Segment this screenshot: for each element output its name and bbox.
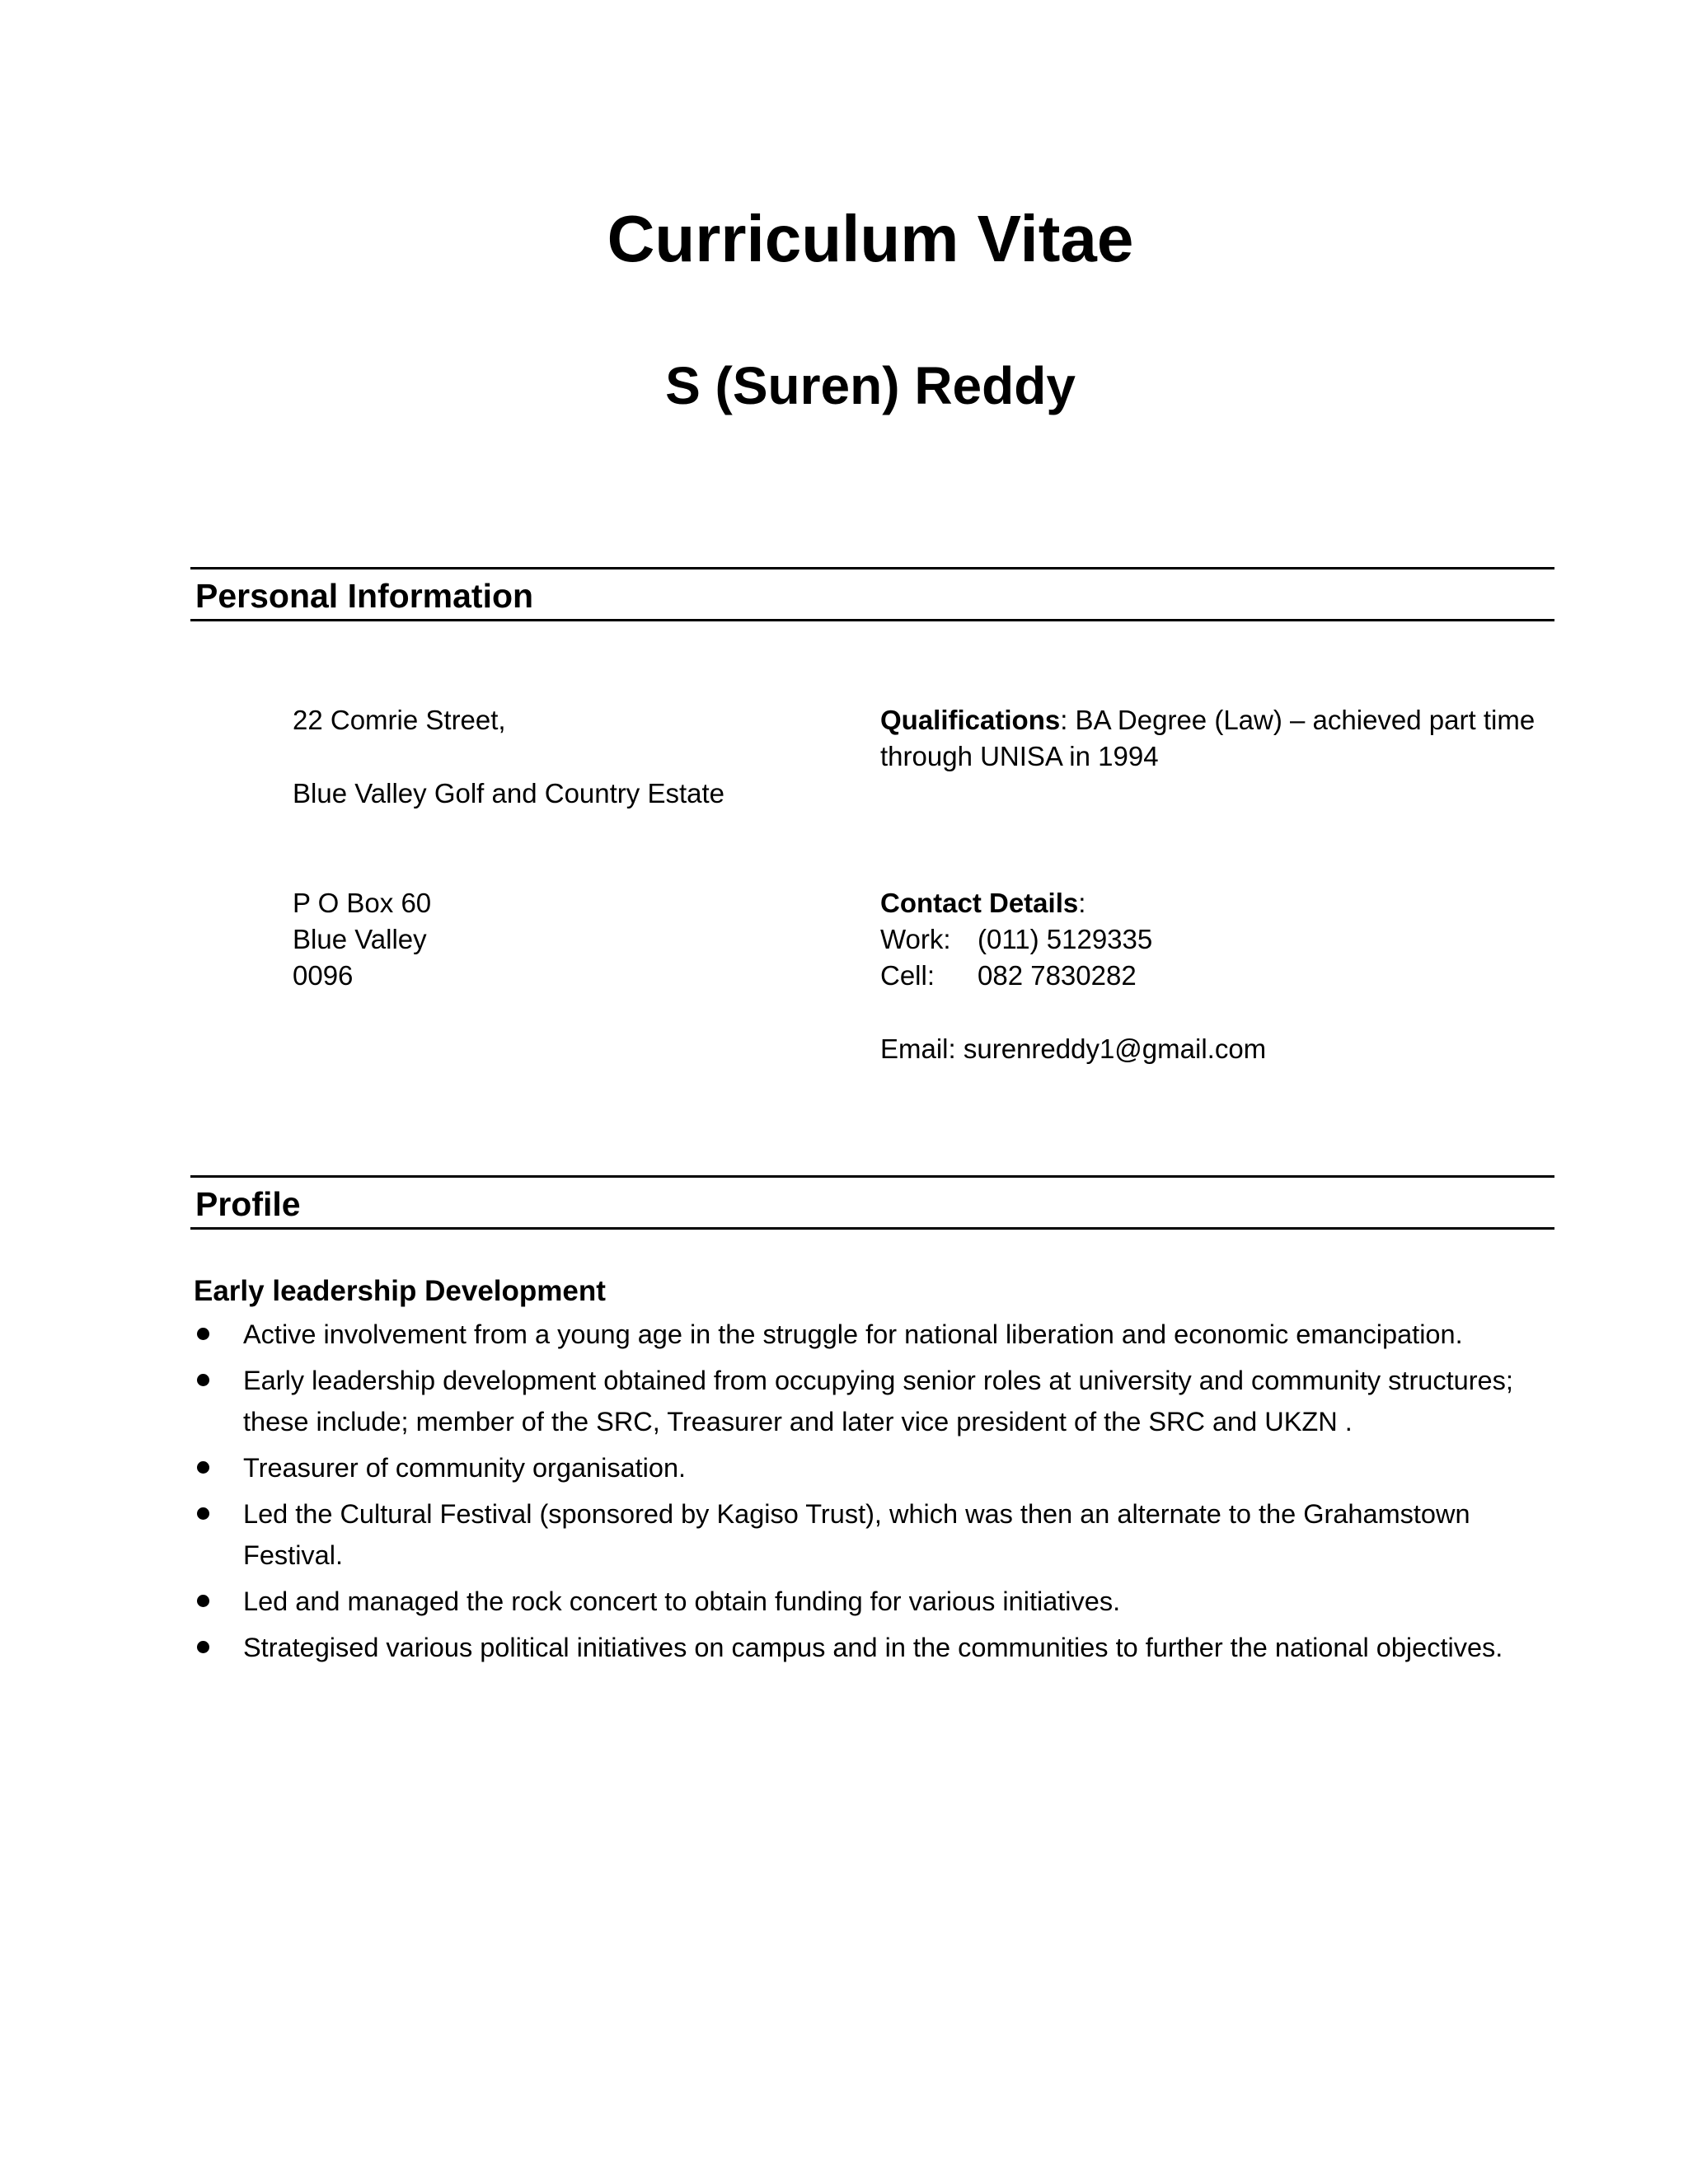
qualifications-label: Qualifications xyxy=(880,705,1061,735)
qualifications-line-1 xyxy=(880,702,1535,738)
early-leadership-subheading: Early leadership Development xyxy=(194,1275,606,1307)
bullet-icon xyxy=(197,1374,209,1386)
address-street: 22 Comrie Street, xyxy=(293,705,506,735)
bullet-icon xyxy=(197,1507,209,1520)
bullet-text: Treasurer of community organisation. xyxy=(243,1453,687,1483)
address-estate: Blue Valley Golf and Country Estate xyxy=(293,778,725,808)
profile-heading: Profile xyxy=(195,1185,301,1223)
personal-information-heading: Personal Information xyxy=(195,577,534,615)
cell-phone: 082 7830282 xyxy=(978,960,1137,991)
bullet-icon xyxy=(197,1461,209,1474)
bullet-text: Early leadership development obtained from occupying senior roles at university and community structures; these include; member of the SRC, Treasurer and later vice president of the SRC and UKZN . xyxy=(243,1366,1513,1436)
contact-cell-row xyxy=(880,958,1137,994)
contact-email: Email: surenreddy1@gmail.com xyxy=(880,1033,1267,1064)
qualifications-value: : BA Degree (Law) – achieved part time xyxy=(1060,705,1536,735)
address-town: Blue Valley xyxy=(293,924,427,954)
bullet-text: Led and managed the rock concert to obtain funding for various initiatives. xyxy=(243,1586,1121,1616)
profile-section-bar xyxy=(190,1175,1554,1230)
cell-label: Cell: xyxy=(880,960,935,991)
bullet-text: Strategised various political initiatives on campus and in the communities to further the national objectives. xyxy=(243,1633,1503,1662)
address-code: 0096 xyxy=(293,960,354,991)
list-item xyxy=(194,1493,1562,1576)
bullet-icon xyxy=(197,1595,209,1607)
bullet-text: Active involvement from a young age in the struggle for national liberation and economic emancipation. xyxy=(243,1319,1463,1349)
contact-details-heading xyxy=(880,885,1085,921)
bullet-icon xyxy=(197,1641,209,1653)
list-item xyxy=(194,1360,1562,1442)
document-title: Curriculum Vitae xyxy=(607,202,1134,275)
candidate-name: S (Suren) Reddy xyxy=(665,356,1076,415)
bullet-text: Led the Cultural Festival (sponsored by Kagiso Trust), which was then an alternate to the Grahamstown Festival. xyxy=(243,1499,1470,1570)
list-item xyxy=(194,1447,1562,1488)
contact-work-row xyxy=(880,921,1152,958)
qualifications-line-2: through UNISA in 1994 xyxy=(880,741,1159,771)
work-phone: (011) 5129335 xyxy=(978,924,1153,954)
list-item xyxy=(194,1581,1562,1622)
work-label: Work: xyxy=(880,924,951,954)
bullet-icon xyxy=(197,1328,209,1340)
leadership-bullet-list xyxy=(194,1314,1562,1673)
list-item xyxy=(194,1627,1562,1668)
personal-information-section-bar xyxy=(190,567,1554,621)
list-item xyxy=(194,1314,1562,1355)
contact-details-colon: : xyxy=(1078,888,1086,918)
contact-details-label: Contact Details xyxy=(880,888,1079,918)
address-po-box: P O Box 60 xyxy=(293,888,432,918)
